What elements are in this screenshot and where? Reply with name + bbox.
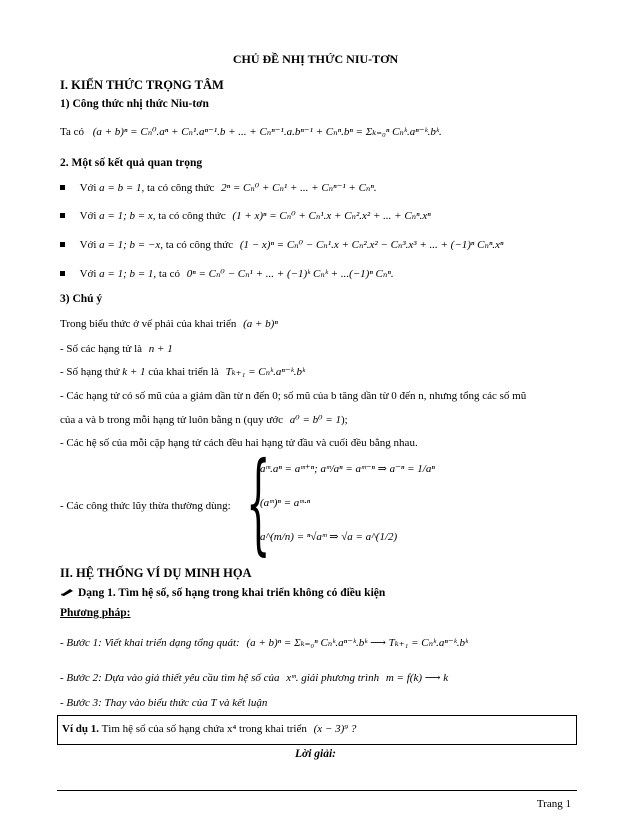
formula-intro: Ta có: [60, 126, 84, 138]
section-heading-examples: II. HỆ THỐNG VÍ DỤ MINH HỌA: [60, 566, 252, 580]
note-general-term: - Số hạng thứ k + 1 của khai triển là Tₖ₊₁ = Cₙᵏ.aⁿ⁻ᵏ.bᵏ: [60, 366, 306, 378]
solution-label: Lời giải:: [295, 748, 336, 760]
method-label: Phương pháp:: [60, 607, 131, 619]
example-box: [57, 715, 577, 745]
page-number: Trang 1: [536, 798, 571, 810]
power-formula-3: a^(m/n) = ⁿ√aᵐ ⇒ √a = a^(1/2): [260, 531, 398, 543]
step-2: - Bước 2: Dựa vào giả thiết yêu cầu tìm hệ số của xᵐ. giải phương trình m = f(k) ⟶ k: [60, 672, 449, 684]
note-exponents-line1: - Các hạng tử có số mũ của a giảm dần từ n đến 0; số mũ của b tăng dần từ 0 đến n, nhưng tổng các số mũ: [60, 390, 527, 402]
pencil-icon: [60, 587, 74, 599]
power-formulas-label: - Các công thức lũy thừa thường dùng:: [60, 500, 231, 512]
note-term-count: - Số các hạng tử là n + 1: [60, 343, 173, 355]
left-brace-icon: {: [246, 438, 271, 566]
result-bullet-3: Với a = 1; b = −x, ta có công thức (1 − x)ⁿ = Cₙ⁰ − Cₙ¹.x + Cₙ².x² − Cₙ³.x³ + ... + (−1)ⁿ Cₙⁿ.xⁿ: [60, 238, 504, 251]
subheading-results: 2. Một số kết quả quan trọng: [60, 157, 203, 169]
power-formula-1: aᵐ.aⁿ = aᵐ⁺ⁿ; aᵐ/aⁿ = aᵐ⁻ⁿ ⇒ a⁻ⁿ = 1/aⁿ: [260, 463, 435, 475]
power-formula-2: (aᵐ)ⁿ = aᵐ·ⁿ: [260, 497, 311, 509]
note-intro: Trong biểu thức ở vế phải của khai triển (a + b)ⁿ: [60, 318, 278, 330]
binomial-formula: (a + b)ⁿ = Cₙ⁰.aⁿ + Cₙ¹.aⁿ⁻¹.b + ... + Cₙⁿ⁻¹.a.bⁿ⁻¹ + Cₙⁿ.bⁿ = Σₖ₌₀ⁿ Cₙᵏ.aⁿ⁻ᵏ.bᵏ.: [92, 126, 442, 138]
example-1: Ví dụ 1. Tìm hệ số của số hạng chứa x⁴ trong khai triển (x − 3)⁹ ?: [62, 723, 357, 735]
result-bullet-2: Với a = 1; b = x, ta có công thức (1 + x)ⁿ = Cₙ⁰ + Cₙ¹.x + Cₙ².x² + ... + Cₙⁿ.xⁿ: [60, 209, 431, 222]
note-symmetric-coefficients: - Các hệ số của mỗi cặp hạng tử cách đều hai hạng tử đầu và cuối đều bằng nhau.: [60, 437, 418, 449]
result-bullet-4: Với a = 1; b = 1, ta có 0ⁿ = Cₙ⁰ − Cₙ¹ + ... + (−1)ᵏ Cₙᵏ + ...(−1)ⁿ Cₙⁿ.: [60, 267, 394, 280]
step-3: - Bước 3: Thay vào biểu thức của T và kết luận: [60, 697, 268, 709]
step-1: - Bước 1: Viết khai triển dạng tổng quát: (a + b)ⁿ = Σₖ₌₀ⁿ Cₙᵏ.aⁿ⁻ᵏ.bᵏ ⟶ Tₖ₊₁ = Cₙᵏ.aⁿ⁻ᵏ.bᵏ: [60, 637, 469, 649]
power-formulas-system: [246, 438, 492, 566]
bullet-square-icon: [60, 242, 65, 247]
result-bullet-1: Với a = b = 1, ta có công thức 2ⁿ = Cₙ⁰ + Cₙ¹ + ... + Cₙⁿ⁻¹ + Cₙⁿ.: [60, 181, 377, 194]
section-heading-knowledge: I. KIẾN THỨC TRỌNG TÂM: [60, 78, 224, 92]
binomial-formula-line: [60, 125, 442, 138]
bullet-square-icon: [60, 271, 65, 276]
subheading-binomial-formula: 1) Công thức nhị thức Niu-tơn: [60, 98, 209, 110]
type1-heading: Dạng 1. Tìm hệ số, số hạng trong khai triển không có điều kiện: [60, 587, 385, 599]
note-exponents-line2: của a và b trong mỗi hạng tử luôn bằng n (quy ước a⁰ = b⁰ = 1);: [60, 414, 348, 426]
footer-divider: [57, 790, 577, 791]
bullet-square-icon: [60, 213, 65, 218]
page-title: CHỦ ĐỀ NHỊ THỨC NIU-TƠN: [232, 52, 399, 66]
bullet-square-icon: [60, 185, 65, 190]
subheading-note: 3) Chú ý: [60, 293, 103, 305]
